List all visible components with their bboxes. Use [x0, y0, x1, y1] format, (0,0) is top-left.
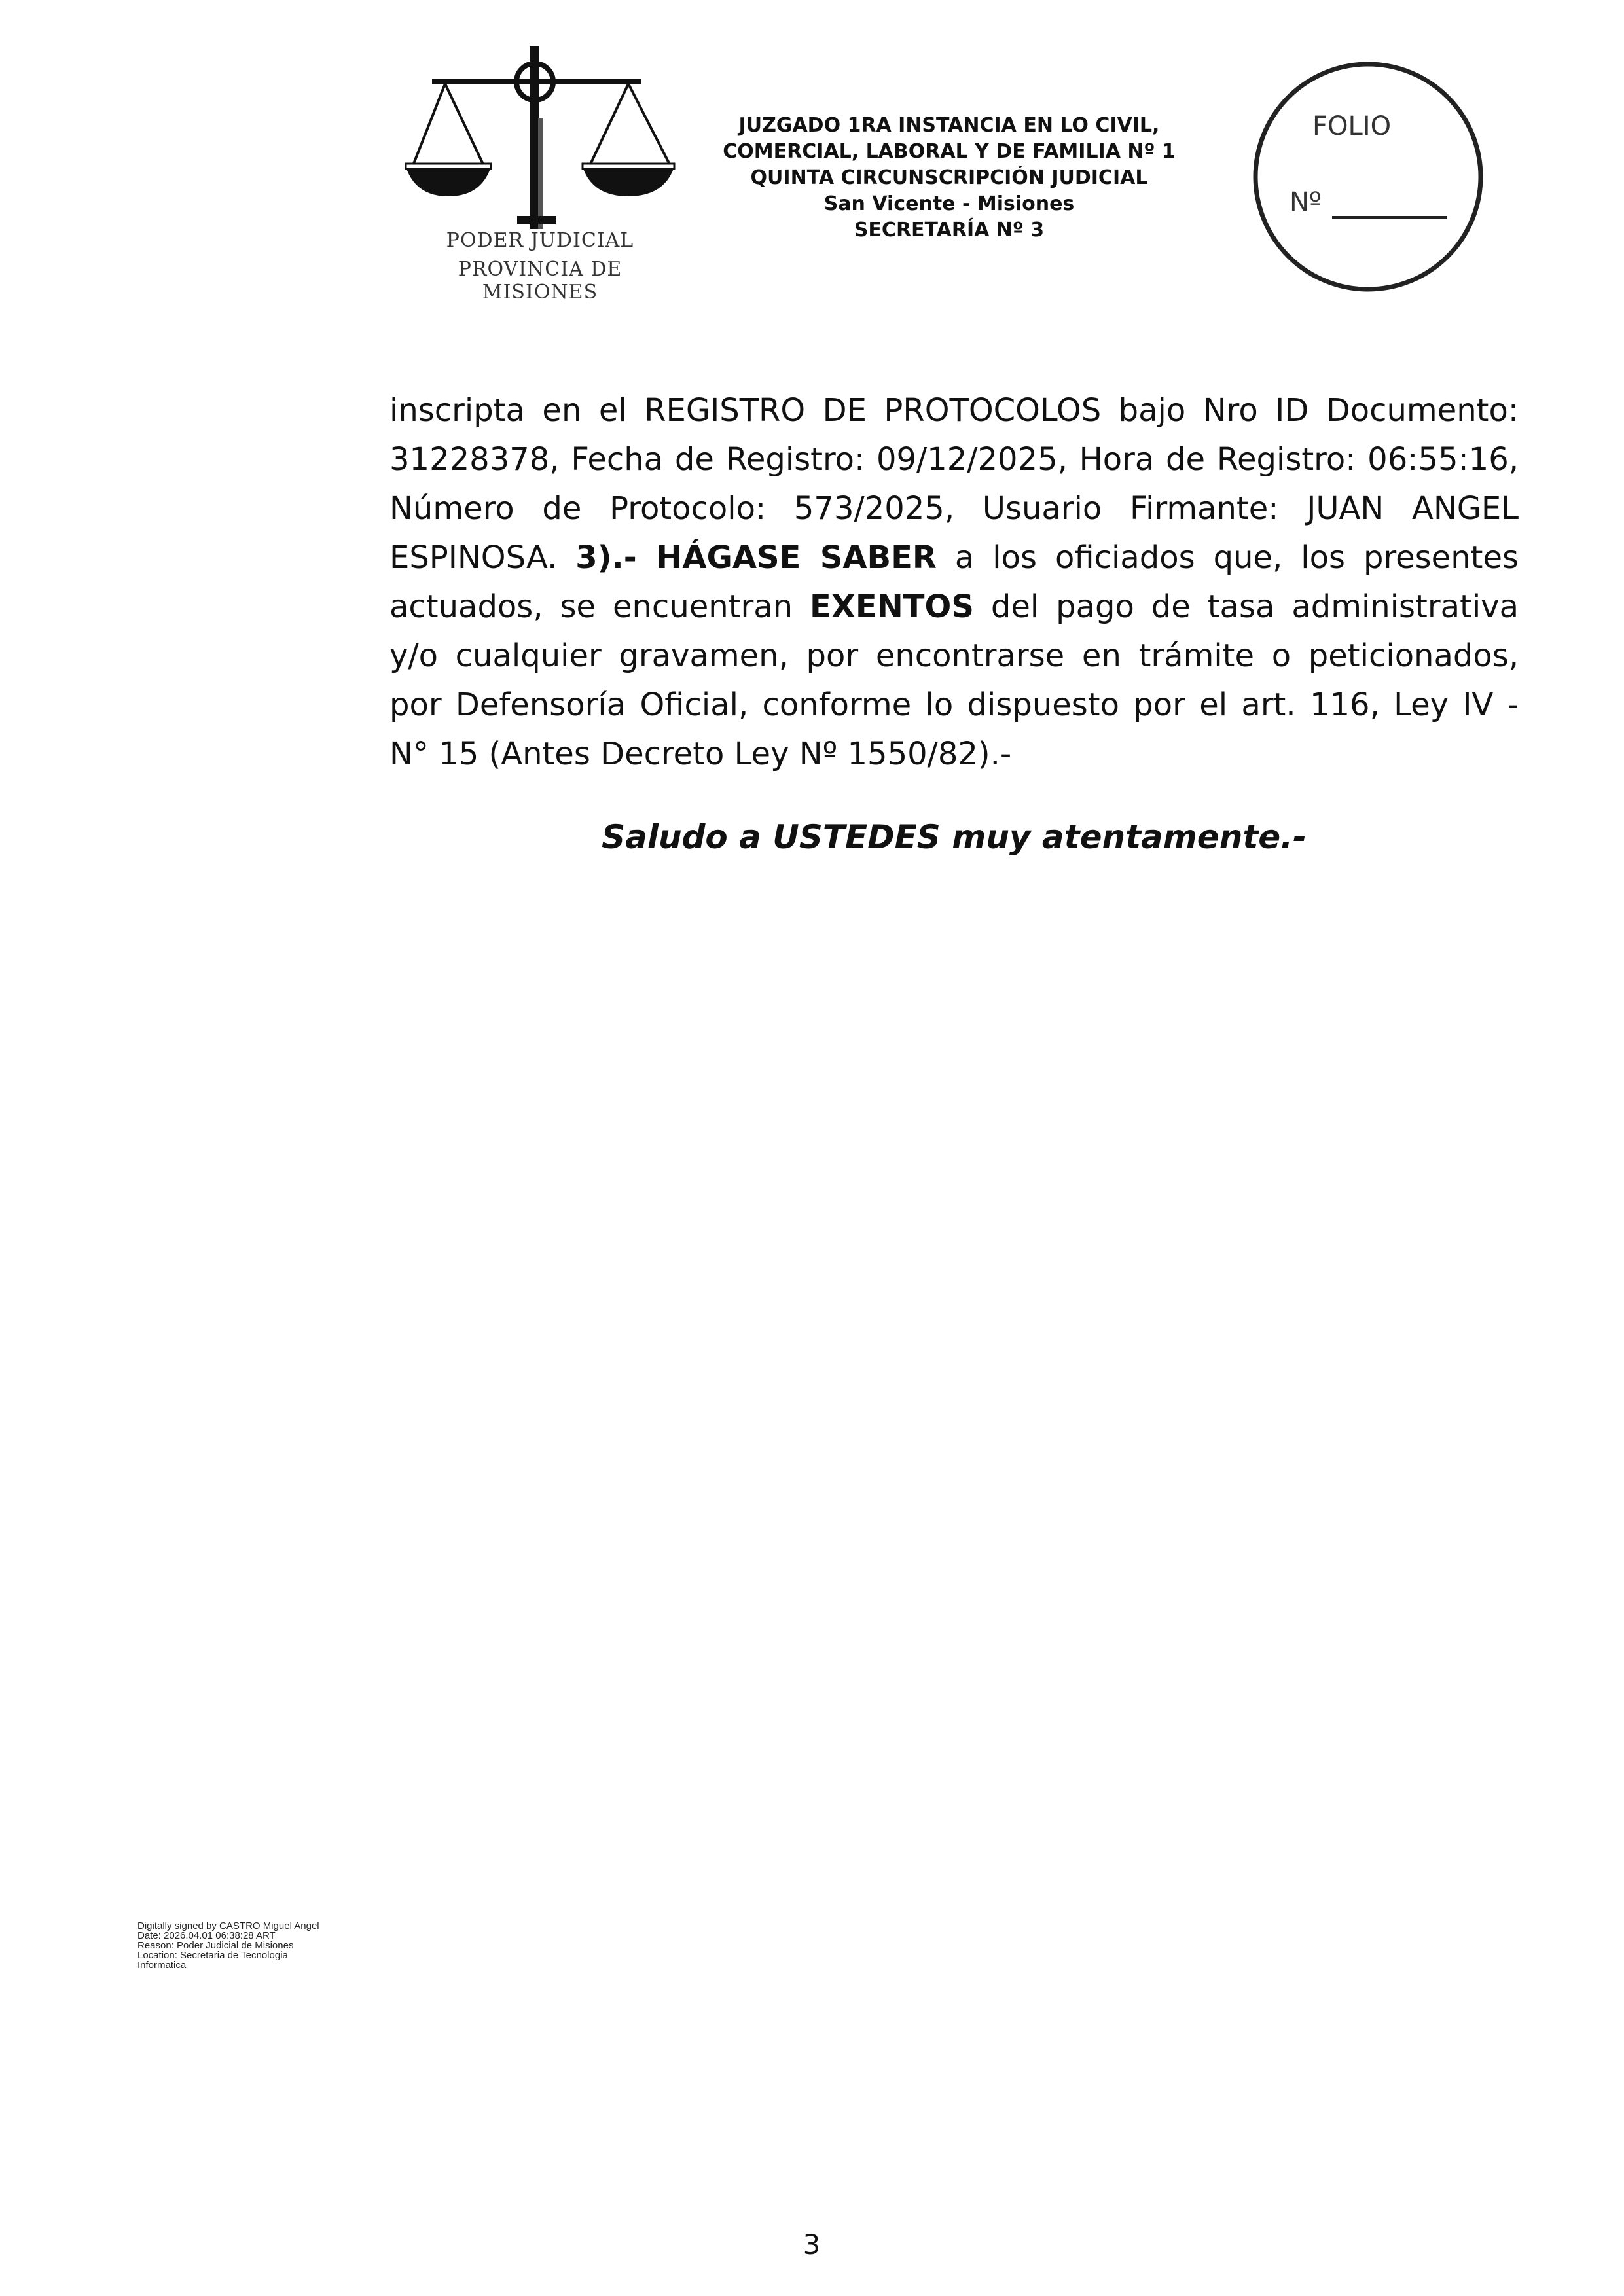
folio-circle-icon — [1250, 59, 1486, 295]
signature-location: Location: Secretaria de Tecnologia — [137, 1950, 288, 1961]
court-header-line: San Vicente - Misiones — [823, 192, 1075, 215]
closing-salutation: Saludo a USTEDES muy atentamente.- — [602, 818, 1307, 856]
body-paragraph-1: inscripta en el REGISTRO DE PROTOCOLOS bajo Nro ID Documento: 31228378, Fecha de Registro: 09/12/2025, Hora de Registro: 06:55:16, Número de Protocolo: 573/2025, Usuario Firmante: JUAN ANGEL ESPINOSA. — [389, 392, 1519, 576]
signature-location-cont: Informatica — [137, 1960, 187, 1971]
court-header-line: JUZGADO 1RA INSTANCIA EN LO CIVIL, — [738, 114, 1160, 137]
signature-signed-by: Digitally signed by CASTRO Miguel Angel — [137, 1920, 319, 1931]
court-header — [694, 113, 1204, 243]
scales-of-justice-icon — [399, 39, 681, 229]
document-body — [389, 386, 1519, 779]
signature-date: Date: 2026.04.01 06:38:28 ART — [137, 1930, 276, 1941]
body-paragraph-3: del pago de tasa administrativa y/o cualquier gravamen, por encontrarse en trámite o peticionados, por Defensoría Oficial, conforme lo dispuesto por el art. 116, Ley IV - N° 15 (Antes Decreto Ley Nº 1550/82).- — [389, 588, 1519, 772]
logo-line-2: PROVINCIA DE MISIONES — [458, 258, 623, 304]
exentos-label: EXENTOS — [810, 588, 974, 625]
court-header-line: SECRETARÍA Nº 3 — [854, 219, 1045, 242]
body-paragraph-2: a los oficiados que, los presentes actuados, se encuentran — [389, 539, 1519, 625]
folio-stamp — [1250, 59, 1486, 295]
digital-signature-block — [137, 1921, 412, 1970]
folio-label: FOLIO — [1312, 111, 1392, 141]
court-header-line: COMERCIAL, LABORAL Y DE FAMILIA Nº 1 — [723, 140, 1176, 163]
page-number: 3 — [803, 2229, 821, 2261]
signature-reason: Reason: Poder Judicial de Misiones — [137, 1940, 294, 1951]
court-logo — [399, 39, 681, 304]
item-3-label: 3).- HÁGASE SABER — [575, 539, 937, 576]
logo-line-1: PODER JUDICIAL — [446, 229, 634, 252]
court-header-line: QUINTA CIRCUNSCRIPCIÓN JUDICIAL — [750, 166, 1148, 189]
folio-number-label: Nº — [1290, 187, 1322, 217]
